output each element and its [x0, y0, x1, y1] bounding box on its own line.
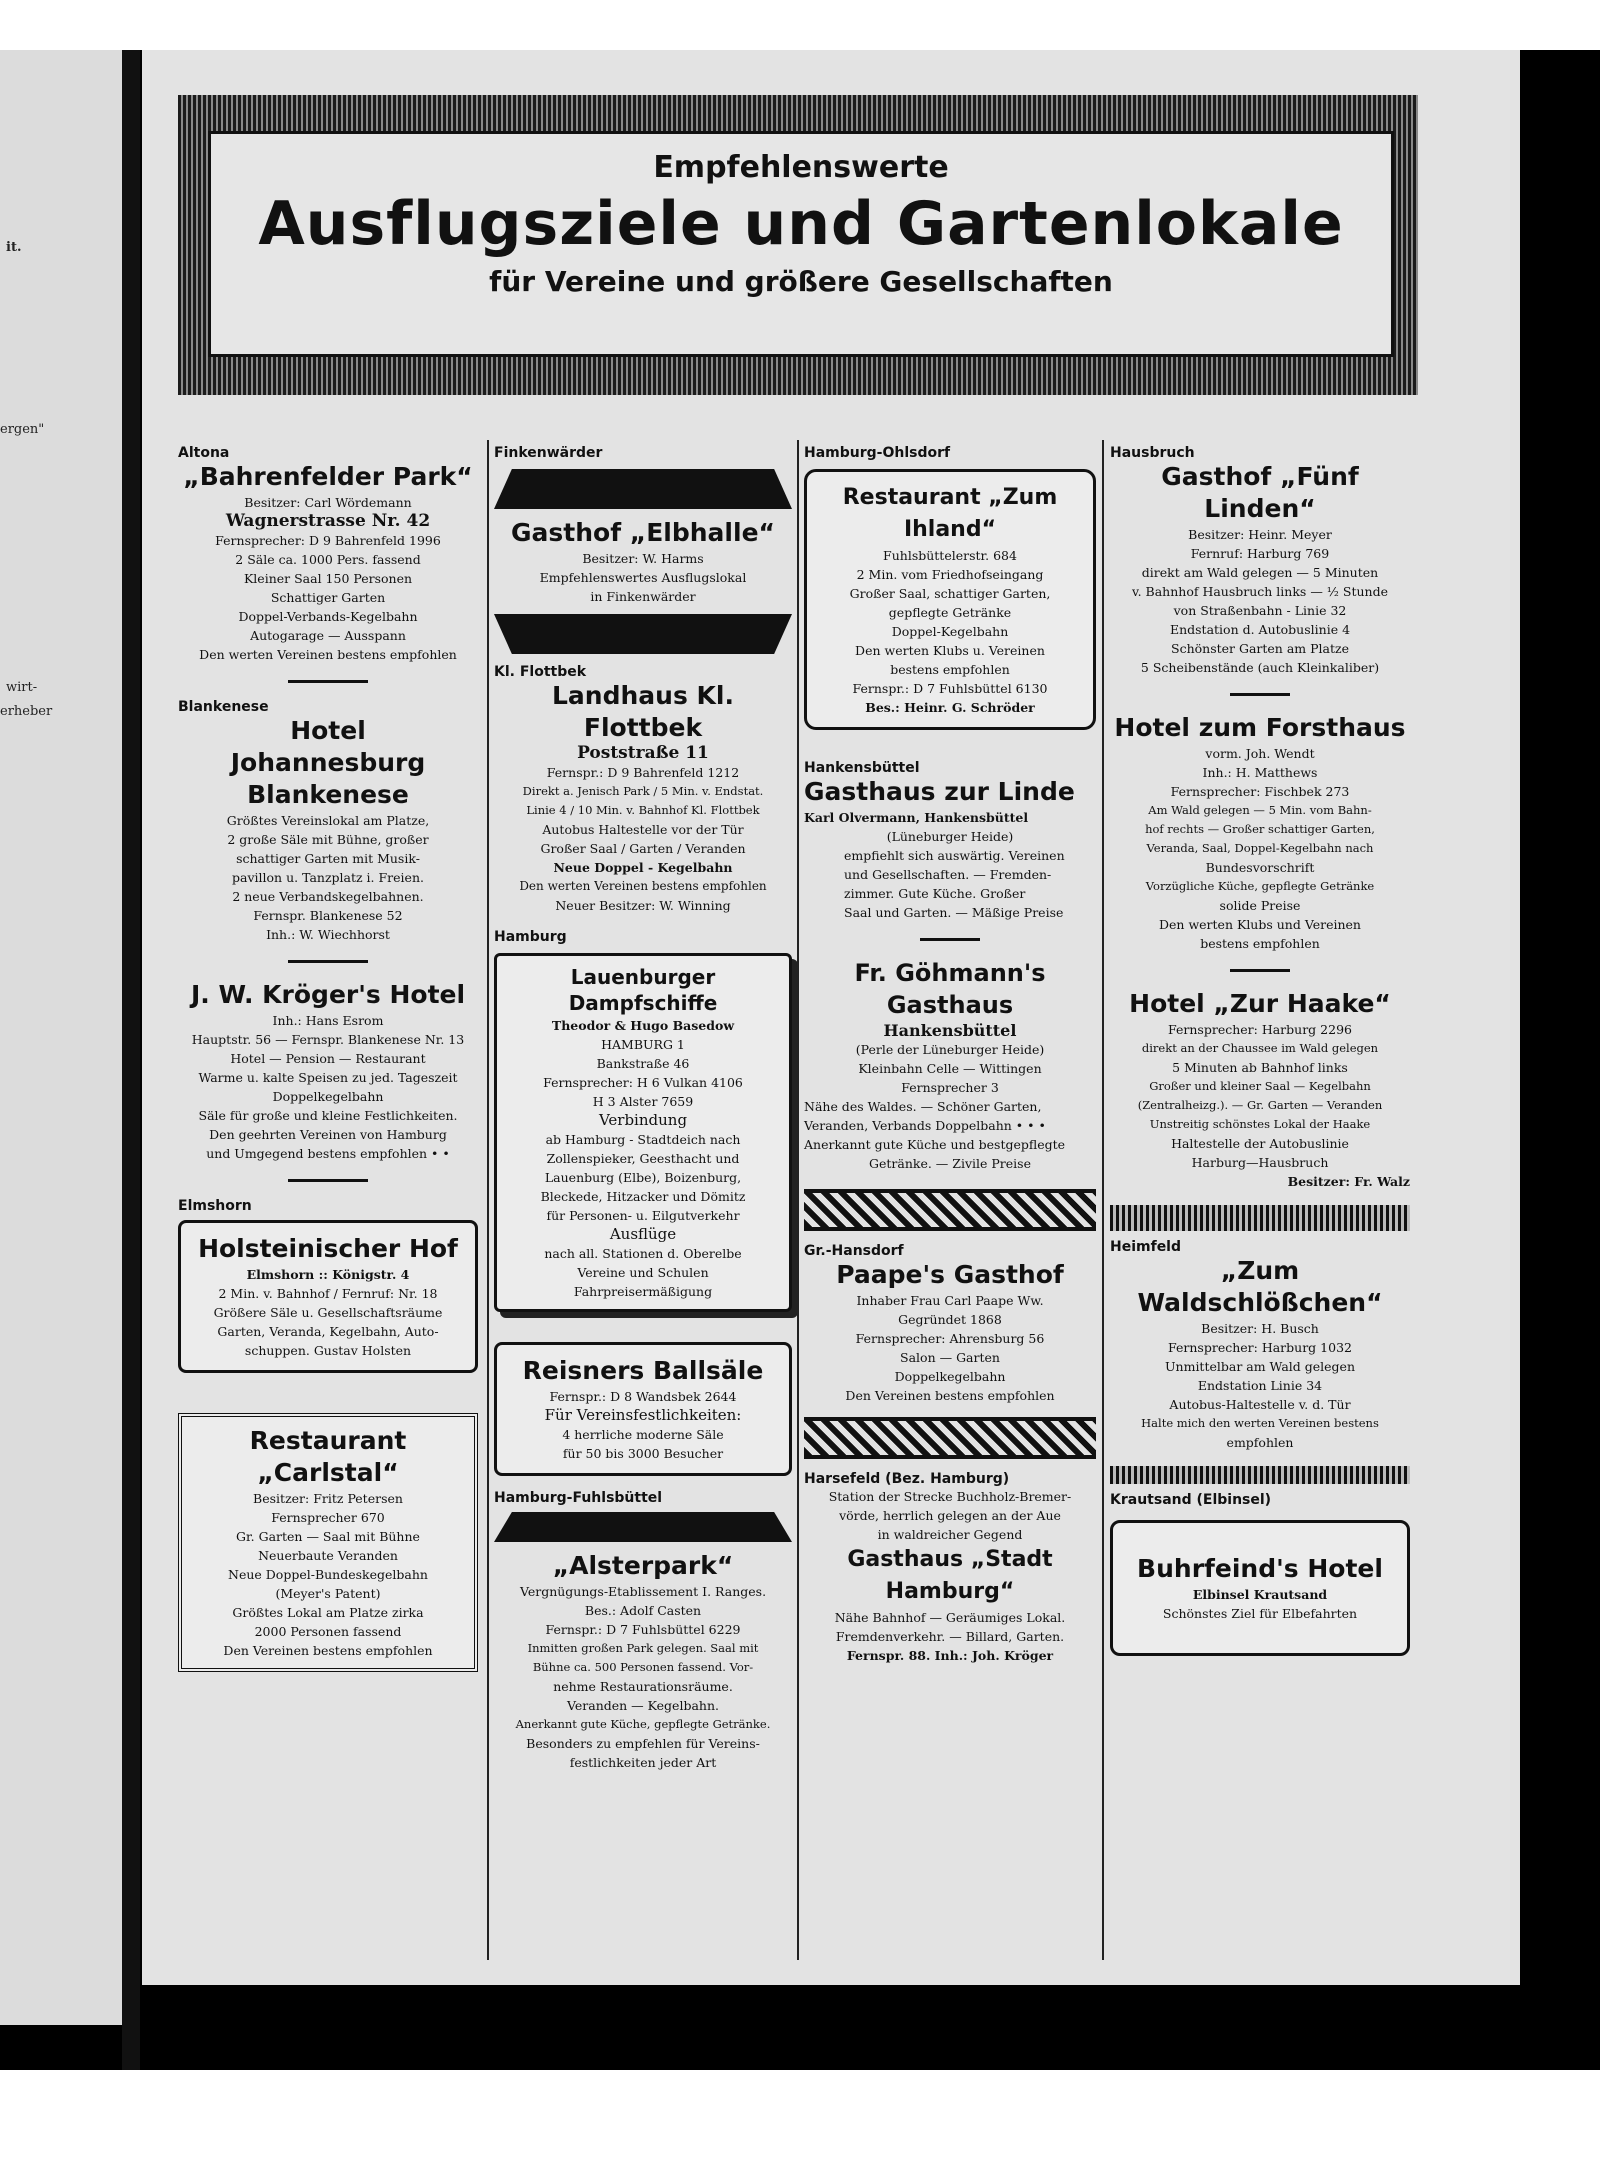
- ad-line: Poststraße 11: [577, 743, 709, 763]
- section-hausbruch: Hausbruch: [1110, 445, 1195, 461]
- ad-gasthaus-stadt-hamburg: [804, 1487, 1096, 1665]
- ad-line: Fernspr.: D 8 Wandsbek 2644: [549, 1389, 737, 1404]
- ad-name: Gasthaus zur Linde: [804, 777, 1075, 806]
- ad-line: Fahrpreisermäßigung: [573, 1284, 713, 1299]
- ad-line: Verbindung: [598, 1111, 688, 1129]
- ad-line: schattiger Garten mit Musik-: [236, 851, 420, 866]
- ad-line: Veranden — Kegelbahn.: [567, 1698, 719, 1713]
- column-4: [1110, 445, 1410, 1656]
- ad-kroegers-hotel: [178, 979, 478, 1163]
- ad-line: vörde, herrlich gelegen an der Aue: [839, 1508, 1061, 1523]
- ad-line: Den werten Vereinen bestens empfohlen: [199, 647, 457, 662]
- ad-line: (Perle der Lüneburger Heide): [855, 1042, 1045, 1057]
- ad-line: Vereine und Schulen: [577, 1265, 709, 1280]
- ad-zum-waldschloesschen: [1110, 1255, 1410, 1452]
- column-divider: [487, 440, 489, 1960]
- ornament-bar: [494, 614, 792, 654]
- ad-line: Inh.: Hans Esrom: [272, 1013, 384, 1028]
- ad-name: Gasthof „Fünf Linden“: [1161, 462, 1359, 523]
- newspaper-page: [142, 50, 1520, 1985]
- ad-line: HAMBURG 1: [601, 1037, 685, 1052]
- ad-line: Wagnerstrasse Nr. 42: [225, 511, 431, 531]
- ad-line: pavillon u. Tanzplatz i. Freien.: [232, 870, 424, 885]
- ad-line: 5 Minuten ab Bahnhof links: [1172, 1060, 1348, 1075]
- ad-line: Gegründet 1868: [898, 1312, 1002, 1327]
- ad-line: Fernsprecher: D 9 Bahrenfeld 1996: [215, 533, 441, 548]
- ad-name: Reisners Ballsäle: [522, 1356, 764, 1385]
- ad-line: vorm. Joh. Wendt: [1205, 746, 1315, 761]
- ad-line: direkt am Wald gelegen — 5 Minuten: [1141, 565, 1379, 580]
- section-hankensbuettel: Hankensbüttel: [804, 760, 920, 776]
- ad-line: bestens empfohlen: [1200, 936, 1320, 951]
- ad-line: Fernspr. 88. Inh.: Joh. Kröger: [846, 1648, 1054, 1663]
- ad-line: Ausflüge: [609, 1225, 677, 1243]
- header-line3: für Vereine und größere Gesellschaften: [489, 265, 1113, 298]
- ad-line: Doppelkegelbahn: [272, 1089, 384, 1104]
- margin-fragment: it.: [6, 240, 22, 255]
- ad-line: Harburg—Hausbruch: [1191, 1155, 1329, 1170]
- ad-line: 2 Säle ca. 1000 Pers. fassend: [235, 552, 421, 567]
- gutter: [122, 50, 140, 2070]
- ad-line: Für Vereinsfestlichkeiten:: [544, 1406, 742, 1424]
- ad-restaurant-zum-ihland: [804, 469, 1096, 730]
- ad-hotel-zum-forsthaus: [1110, 712, 1410, 953]
- ad-line: Autogarage — Ausspann: [250, 628, 406, 643]
- ad-name: Holsteinischer Hof: [198, 1234, 458, 1263]
- ad-line: Unmittelbar am Wald gelegen: [1165, 1359, 1355, 1374]
- ad-line: solide Preise: [1219, 898, 1301, 913]
- ad-line: Fernspr.: D 7 Fuhlsbüttel 6130: [852, 681, 1048, 696]
- ad-line: Fernsprecher 3: [901, 1080, 999, 1095]
- ad-name: Restaurant „Carlstal“: [249, 1426, 407, 1487]
- ad-hotel-johannesburg: [178, 715, 478, 944]
- ad-line: hof rechts — Großer schattiger Garten,: [1145, 822, 1375, 836]
- ad-line: Inmitten großen Park gelegen. Saal mit: [527, 1641, 759, 1655]
- ad-line: Theodor & Hugo Basedow: [551, 1018, 735, 1033]
- ad-name: „Alsterpark“: [552, 1551, 734, 1580]
- header-box: [208, 131, 1394, 357]
- ad-line: Veranden, Verbands Doppelbahn • • •: [804, 1118, 1046, 1133]
- ad-line: Fernspr.: D 7 Fuhlsbüttel 6229: [545, 1622, 741, 1637]
- ad-reisners-ballsaele: [494, 1342, 792, 1476]
- ad-name: Buhrfeind's Hotel: [1137, 1554, 1383, 1583]
- ad-line: Vergnügungs-Etablissement I. Ranges.: [519, 1584, 767, 1599]
- margin-fragment: ergen": [0, 422, 45, 437]
- ornament-bar: [804, 1189, 1096, 1231]
- ad-line: bestens empfohlen: [890, 662, 1010, 677]
- ad-name: Hotel zum Forsthaus: [1114, 713, 1406, 742]
- divider-rule: [1230, 969, 1290, 972]
- ad-line: Fernspr.: D 9 Bahrenfeld 1212: [546, 765, 740, 780]
- ad-line: v. Bahnhof Hausbruch links — ½ Stunde: [1132, 584, 1388, 599]
- ornament-bar: [1110, 1205, 1410, 1231]
- ad-line: Autobus-Haltestelle v. d. Tür: [1169, 1397, 1351, 1412]
- ad-name: Hotel „Zur Haake“: [1129, 989, 1391, 1018]
- ad-line: Schönster Garten am Platze: [1171, 641, 1349, 656]
- ad-line: Am Wald gelegen — 5 Min. vom Bahn-: [1148, 803, 1372, 817]
- column-2: [494, 445, 792, 1772]
- ad-line: Endstation Linie 34: [1197, 1378, 1323, 1393]
- ad-line: Bühne ca. 500 Personen fassend. Vor-: [532, 1660, 754, 1674]
- ad-line: nehme Restaurationsräume.: [553, 1679, 733, 1694]
- ad-line: in Finkenwärder: [590, 589, 696, 604]
- ad-line: Fernsprecher: H 6 Vulkan 4106: [543, 1075, 743, 1090]
- ad-line: Bes.: Adolf Casten: [584, 1603, 702, 1618]
- ad-line: Station der Strecke Buchholz-Bremer-: [828, 1489, 1072, 1504]
- ad-line: Autobus Haltestelle vor der Tür: [542, 822, 744, 837]
- ad-line: Fernsprecher: Harburg 2296: [1168, 1022, 1352, 1037]
- ad-lauenburger-dampfschiffe: [494, 953, 792, 1312]
- divider-rule: [288, 1179, 368, 1182]
- ad-line: Größtes Vereinslokal am Platze,: [226, 813, 430, 828]
- ad-line: empfohlen: [1226, 1435, 1294, 1450]
- ad-line: Schönstes Ziel für Elbefahrten: [1162, 1606, 1358, 1621]
- ad-line: Linie 4 / 10 Min. v. Bahnhof Kl. Flottbek: [526, 803, 760, 817]
- ornament-bar: [494, 1512, 792, 1542]
- ornament-bar: [804, 1417, 1096, 1459]
- ad-name: Fr. Göhmann's Gasthaus: [854, 959, 1046, 1019]
- ad-line: zimmer. Gute Küche. Großer: [844, 886, 1026, 901]
- ad-line: Empfehlenswertes Ausflugslokal: [539, 570, 747, 585]
- ad-line: Salon — Garten: [900, 1350, 1000, 1365]
- ad-line: Getränke. — Zivile Preise: [869, 1156, 1031, 1171]
- ad-line: Fernruf: Harburg 769: [1190, 546, 1330, 561]
- ad-line: Bleckede, Hitzacker und Dömitz: [540, 1189, 746, 1204]
- section-kl-flottbek: Kl. Flottbek: [494, 664, 587, 680]
- ad-line: Veranda, Saal, Doppel-Kegelbahn nach: [1146, 841, 1374, 855]
- ad-line: Elmshorn :: Königstr. 4: [246, 1267, 410, 1282]
- ad-line: Fremdenverkehr. — Billard, Garten.: [835, 1629, 1065, 1644]
- ad-line: Halte mich den werten Vereinen bestens: [1141, 1416, 1379, 1430]
- ad-line: gepflegte Getränke: [888, 605, 1012, 620]
- ad-line: Besitzer: Fr. Walz: [1287, 1174, 1410, 1189]
- ad-line: Den werten Vereinen bestens empfohlen: [519, 879, 767, 893]
- ad-line: Den Vereinen bestens empfohlen: [845, 1388, 1055, 1403]
- ad-line: Unstreitig schönstes Lokal der Haake: [1149, 1117, 1371, 1131]
- ad-line: Nähe Bahnhof — Geräumiges Lokal.: [834, 1610, 1066, 1625]
- section-blankenese: Blankenese: [178, 699, 269, 715]
- ad-holsteinischer-hof: [178, 1220, 478, 1373]
- ad-line: direkt an der Chaussee im Wald gelegen: [1141, 1041, 1379, 1055]
- ad-name: J. W. Kröger's Hotel: [190, 980, 466, 1009]
- ad-line: 2 Min. v. Bahnhof / Fernruf: Nr. 18: [218, 1286, 438, 1301]
- ad-line: Saal und Garten. — Mäßige Preise: [844, 905, 1064, 920]
- ad-line: Garten, Veranda, Kegelbahn, Auto-: [217, 1324, 439, 1339]
- ad-line: Hauptstr. 56 — Fernspr. Blankenese Nr. 13: [191, 1032, 465, 1047]
- ad-line: empfiehlt sich auswärtig. Vereinen: [844, 848, 1065, 863]
- ad-line: Fernspr. Blankenese 52: [253, 908, 403, 923]
- ad-alsterpark: [494, 1542, 792, 1772]
- ad-line: Fernsprecher 670: [271, 1510, 385, 1525]
- ad-line: Hankensbüttel: [883, 1021, 1017, 1040]
- ad-line: Fernsprecher: Ahrensburg 56: [855, 1331, 1045, 1346]
- ornament-bar: [1110, 1466, 1410, 1484]
- section-gr-hansdorf: Gr.-Hansdorf: [804, 1243, 904, 1259]
- ad-line: Neue Doppel - Kegelbahn: [553, 860, 733, 875]
- ad-line: Lauenburg (Elbe), Boizenburg,: [544, 1170, 742, 1185]
- divider-rule: [1230, 693, 1290, 696]
- ad-line: Haltestelle der Autobuslinie: [1171, 1136, 1349, 1151]
- divider-rule: [920, 938, 980, 941]
- divider-rule: [288, 960, 368, 963]
- ad-line: Hotel — Pension — Restaurant: [230, 1051, 426, 1066]
- section-hamburg: Hamburg: [494, 929, 567, 945]
- ad-line: Schattiger Garten: [270, 590, 386, 605]
- header-title: Ausflugsziele und Gartenlokale: [258, 189, 1344, 259]
- ad-line: 2000 Personen fassend: [254, 1624, 402, 1639]
- ad-name: Hotel Johannesburg Blankenese: [230, 716, 426, 809]
- ad-line: Den werten Klubs und Vereinen: [1159, 917, 1361, 932]
- ad-line: 2 große Säle mit Bühne, großer: [227, 832, 429, 847]
- margin-fragment: erheber: [0, 704, 53, 719]
- ad-line: Endstation d. Autobuslinie 4: [1169, 622, 1351, 637]
- ad-line: Besitzer: Heinr. Meyer: [1188, 527, 1332, 542]
- ad-line: Bundesvorschrift: [1205, 860, 1315, 875]
- ad-line: Neue Doppel-Bundeskegelbahn: [228, 1567, 428, 1582]
- ad-line: Inh.: H. Matthews: [1202, 765, 1318, 780]
- ad-line: 4 herrliche moderne Säle: [562, 1427, 724, 1442]
- section-elmshorn: Elmshorn: [178, 1198, 252, 1214]
- ad-line: Bankstraße 46: [596, 1056, 690, 1071]
- section-altona: Altona: [178, 445, 230, 461]
- ad-line: (Meyer's Patent): [275, 1586, 381, 1601]
- ad-line: Doppelkegelbahn: [894, 1369, 1006, 1384]
- ad-line: Zollenspieker, Geesthacht und: [546, 1151, 740, 1166]
- ad-line: Anerkannt gute Küche und bestgepflegte: [804, 1137, 1066, 1152]
- ad-line: für 50 bis 3000 Besucher: [562, 1446, 724, 1461]
- ad-line: Großer Saal, schattiger Garten,: [849, 586, 1051, 601]
- ad-line: festlichkeiten jeder Art: [569, 1755, 717, 1770]
- ad-name: „Bahrenfelder Park“: [183, 462, 473, 491]
- section-heimfeld: Heimfeld: [1110, 1239, 1182, 1255]
- ad-line: Besonders zu empfehlen für Vereins-: [526, 1736, 760, 1751]
- ad-line: (Zentralheizg.). — Gr. Garten — Veranden: [1137, 1098, 1383, 1112]
- section-krautsand: Krautsand (Elbinsel): [1110, 1492, 1272, 1508]
- ad-name: Lauenburger Dampfschiffe: [568, 965, 718, 1015]
- ad-fuenf-linden: [1110, 461, 1410, 677]
- ad-hotel-zur-haake: [1110, 988, 1410, 1191]
- ad-gasthof-elbhalle: [494, 509, 792, 614]
- ad-line: Fuhlsbüttelerstr. 684: [883, 548, 1017, 563]
- ad-line: Neuerbaute Veranden: [258, 1548, 398, 1563]
- ad-name: „Zum Waldschlößchen“: [1137, 1256, 1383, 1317]
- ad-line: in waldreicher Gegend: [877, 1527, 1023, 1542]
- ad-buhrfeinds-hotel: [1110, 1520, 1410, 1656]
- ad-line: schuppen. Gustav Holsten: [244, 1343, 412, 1358]
- ad-line: Besitzer: H. Busch: [1201, 1321, 1319, 1336]
- ad-line: für Personen- u. Eilgutverkehr: [546, 1208, 740, 1223]
- column-divider: [1102, 440, 1104, 1960]
- column-divider: [797, 440, 799, 1960]
- header-banner: [178, 95, 1418, 395]
- ad-line: Elbinsel Krautsand: [1192, 1587, 1328, 1602]
- ad-name: Gasthaus „Stadt Hamburg“: [847, 1547, 1053, 1604]
- ad-line: Inhaber Frau Carl Paape Ww.: [856, 1293, 1044, 1308]
- ad-line: Inh.: W. Wiechhorst: [266, 927, 390, 942]
- left-page-fragment: [0, 50, 122, 2025]
- ad-line: Größere Säle u. Gesellschaftsräume: [213, 1305, 443, 1320]
- ad-bahrenfelder-park: [178, 461, 478, 664]
- ad-line: 5 Scheibenstände (auch Kleinkaliber): [1140, 660, 1380, 675]
- ad-line: Bes.: Heinr. G. Schröder: [865, 700, 1035, 715]
- section-finkenwaerder: Finkenwärder: [494, 445, 603, 461]
- column-1: [178, 445, 478, 1672]
- ad-line: Doppel-Kegelbahn: [891, 624, 1009, 639]
- ad-line: Den Vereinen bestens empfohlen: [223, 1643, 433, 1658]
- ad-line: Großer und kleiner Saal — Kegelbahn: [1149, 1079, 1371, 1093]
- ad-gasthaus-zur-linde: [804, 776, 1096, 922]
- ornament-bar: [494, 469, 792, 509]
- ad-line: 2 Min. vom Friedhofseingang: [856, 567, 1044, 582]
- ad-line: Säle für große und kleine Festlichkeiten.: [198, 1108, 458, 1123]
- ad-line: Größtes Lokal am Platze zirka: [232, 1605, 424, 1620]
- ad-name: Paape's Gasthof: [836, 1260, 1064, 1289]
- ad-line: Kleinbahn Celle — Wittingen: [858, 1061, 1042, 1076]
- ad-goehmanns-gasthaus: [804, 957, 1096, 1173]
- divider-rule: [288, 680, 368, 683]
- ad-line: Anerkannt gute Küche, gepflegte Getränke.: [515, 1717, 771, 1731]
- ad-line: ab Hamburg - Stadtdeich nach: [545, 1132, 741, 1147]
- header-line1: Empfehlenswerte: [653, 150, 949, 185]
- ad-line: Besitzer: W. Harms: [582, 551, 704, 566]
- margin-fragment: wirt-: [6, 680, 38, 695]
- ad-line: Neuer Besitzer: W. Winning: [555, 898, 731, 913]
- ad-restaurant-carlstal: [178, 1413, 478, 1672]
- ad-paapes-gasthof: [804, 1259, 1096, 1405]
- section-hamburg-fuhlsbuettel: Hamburg-Fuhlsbüttel: [494, 1490, 663, 1506]
- ad-line: H 3 Alster 7659: [592, 1094, 694, 1109]
- ad-name: Gasthof „Elbhalle“: [511, 518, 775, 547]
- ad-landhaus-flottbek: [494, 680, 792, 915]
- ad-line: Warme u. kalte Speisen zu jed. Tageszeit: [198, 1070, 458, 1085]
- ad-line: 2 neue Verbandskegelbahnen.: [232, 889, 424, 904]
- ad-line: und Gesellschaften. — Fremden-: [844, 867, 1052, 882]
- ad-line: Nähe des Waldes. — Schöner Garten,: [804, 1099, 1042, 1114]
- section-harsefeld: Harsefeld (Bez. Hamburg): [804, 1471, 1010, 1487]
- ad-line: Gr. Garten — Saal mit Bühne: [236, 1529, 420, 1544]
- ad-line: Vorzügliche Küche, gepflegte Getränke: [1145, 879, 1375, 893]
- ad-line: Großer Saal / Garten / Veranden: [540, 841, 746, 856]
- ad-line: Besitzer: Fritz Petersen: [253, 1491, 403, 1506]
- ad-line: Den geehrten Vereinen von Hamburg: [209, 1127, 447, 1142]
- column-3: [804, 445, 1096, 1665]
- ad-line: Kleiner Saal 150 Personen: [243, 571, 413, 586]
- section-hamburg-ohlsdorf: Hamburg-Ohlsdorf: [804, 445, 951, 461]
- ad-line: Doppel-Verbands-Kegelbahn: [238, 609, 418, 624]
- ad-line: Karl Olvermann, Hankensbüttel: [804, 810, 1029, 825]
- ad-line: (Lüneburger Heide): [886, 829, 1014, 844]
- ad-line: von Straßenbahn - Linie 32: [1173, 603, 1347, 618]
- ad-line: Den werten Klubs u. Vereinen: [855, 643, 1045, 658]
- ad-line: und Umgegend bestens empfohlen • •: [206, 1146, 450, 1161]
- ad-line: Direkt a. Jenisch Park / 5 Min. v. Endstat.: [522, 784, 764, 798]
- ad-name: Restaurant „Zum Ihland“: [842, 485, 1058, 542]
- ad-line: Fernsprecher: Harburg 1032: [1168, 1340, 1352, 1355]
- ad-line: nach all. Stationen d. Oberelbe: [544, 1246, 742, 1261]
- ad-name: Landhaus Kl. Flottbek: [552, 681, 734, 742]
- ad-line: Fernsprecher: Fischbek 273: [1170, 784, 1350, 799]
- ad-line: Besitzer: Carl Wördemann: [244, 495, 412, 510]
